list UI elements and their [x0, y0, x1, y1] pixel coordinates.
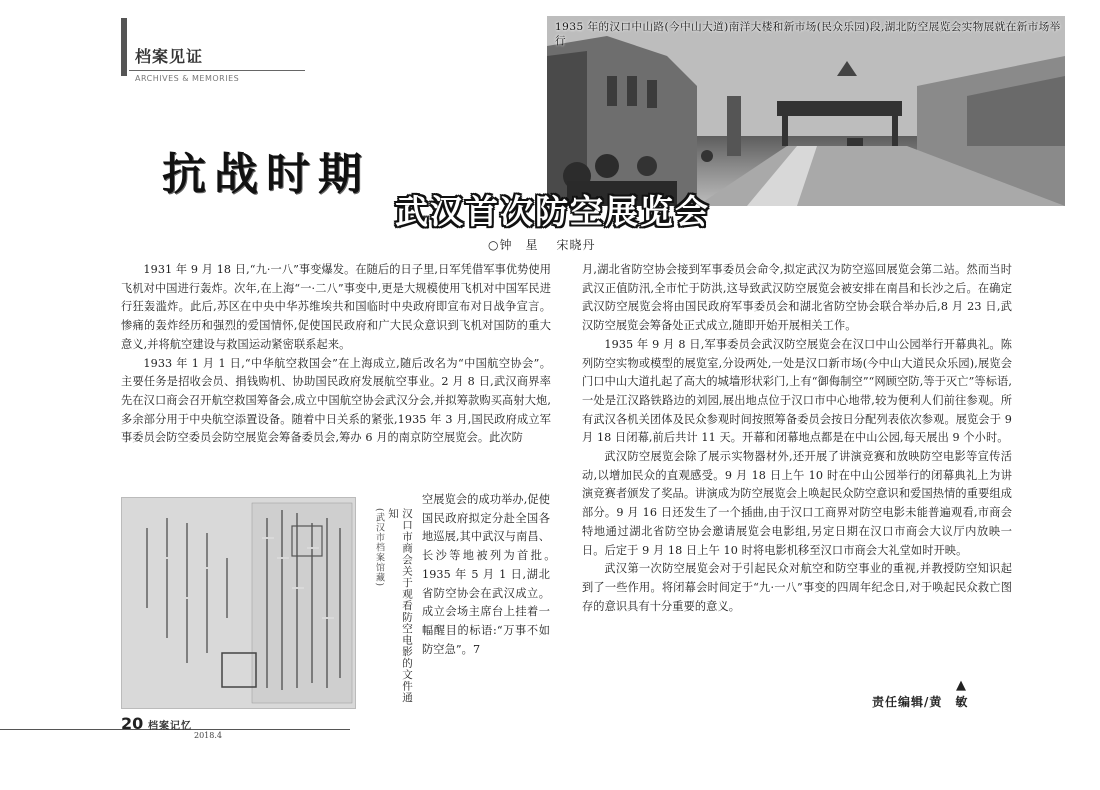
issue-number: 2018.4: [194, 731, 222, 740]
photo-caption: 1935 年的汉口中山路(今中山大道)南洋大楼和新市场(民众乐园)段,湖北防空展览会实物展就在新市场举行: [555, 21, 1061, 47]
body-column-left: [121, 261, 551, 448]
journal-name: 档案记忆: [148, 721, 192, 732]
paragraph: 武汉第一次防空展览会对于引起民众对航空和防空事业的重视,并教授防空知识起到了一些作用。将闭幕会时间定于“九·一八”事变的四周年纪念日,对于唤起民众救亡图存的意识具有十分重要的意义。: [582, 562, 1012, 613]
paragraph: 1935 年 9 月 8 日,军事委员会武汉防空展览会在汉口中山公园举行开幕典礼。陈列防空实物或模型的展览室,分设两处,一处是汉口新市场(今中山大道民众乐园),展览会门口中山大道扎起了高大的城墙形状彩门,上有“御侮制空”“网顾空防,等于灭亡”等标语,一处是江汉路铁路边的刘园,展出地点位于汉口市中心地带,较为便利人们前往参观。所有武汉各机关团体及民众参观时间按照筹备委员会按日分配列表依次参观。展览会于 9 月 18 日闭幕,前后共计 11 天。开幕和闭幕地点都是在中山公园,每天展出 9 个小时。: [582, 337, 1012, 445]
column-title: 档案见证: [135, 47, 204, 66]
paragraph: 1931 年 9 月 18 日,“九·一八”事变爆发。在随后的日子里,日军凭借军事优势使用飞机对中国进行轰炸。次年,在上海“一·二八”事变中,更是大规模使用飞机对中国军民进行狂轰滥炸。此后,苏区在中央中华苏维埃共和国临时中央政府即宣布对日战争宣言。惨痛的轰炸经历和强烈的爱国情怀,促使国民政府和广大民众意识到飞机对国防的重大意义,并将航空建设与救国运动紧密联系起来。: [121, 263, 551, 351]
body-column-left-wrap: [422, 491, 573, 659]
page-number: 20: [121, 714, 144, 733]
paragraph: 1933 年 1 月 1 日,“中华航空救国会”在上海成立,随后改名为“中国航空协会”。主要任务是招收会员、捐钱购机、协助国民政府发展航空事业。2 月 8 日,武汉商界率先在汉口商会召开航空救国筹备会,成立中国航空协会武汉分会,并拟筹款购买高射大炮,多余部分用于中央航空添置设备。随着中日关系的紧张,1935 年 3 月,国民政府成立军事委员会防空委员会防空展览会筹备委员会,筹办 6 月的南京防空展览会。此次防: [121, 356, 551, 445]
document-caption-text: 汉口市商会关于观看防空电影的文件通知: [387, 508, 413, 704]
paragraph: 空展览会的成功举办,促使国民政府拟定分赴全国各地巡展,其中武汉与南昌、长沙等地被列为首批。 1935 年 5 月 1 日,湖北省防空协会在武汉成立。成立会场主席台上挂着一幅醒目的标语:“万事不如防空急”。7: [422, 493, 573, 656]
column-rule: [129, 70, 305, 71]
paragraph: 月,湖北省防空协会接到军事委员会命令,拟定武汉为防空巡回展览会第二站。然而当时武汉正值防汛,全市忙于防洪,这导致武汉防空展览会被安排在南昌和长沙之后。在确定武汉防空展览会将由国民政府军事委员会和湖北省防空协会联合举办后,8 月 23 日,武汉防空展览会筹备处正式成立,随即开始开展相关工作。: [582, 263, 1012, 333]
article-title: 抗战时期: [162, 149, 370, 200]
archive-document-image: [121, 497, 356, 709]
byline: [488, 236, 596, 253]
body-column-right: [582, 261, 1012, 616]
document-caption: [372, 508, 414, 708]
author-1: 钟 星: [499, 238, 539, 252]
document-source: (武汉市档案馆藏): [374, 508, 384, 588]
responsible-editor: 责任编辑/黄 敏: [872, 695, 969, 709]
column-subtitle: ARCHIVES & MEMORIES: [135, 74, 240, 83]
handwritten-document-illustration: [122, 498, 355, 708]
article-subtitle: 武汉首次防空展览会: [395, 192, 710, 231]
historical-street-photo: [547, 16, 1065, 206]
author-2: 宋晓丹: [556, 238, 596, 252]
end-mark: ▲: [956, 678, 966, 693]
paragraph: 武汉防空展览会除了展示实物器材外,还开展了讲演竞赛和放映防空电影等宣传活动,以增加民众的直观感受。9 月 18 日上午 10 时在中山公园举行的闭幕典礼上为讲演竞赛者颁发了奖品。讲演成为防空展览会上唤起民众防空意识和爱国热情的重要组成部分。9 月 16 日还发生了一个插曲,由于汉口工商界对防空电影未能普遍观看,市商会特地通过湖北省防空协会邀请展览会电影组,另定日期在汉口市商会大议厅内放映一日。后定于 9 月 18 日上午 10 时将电影机移至汉口市商会大礼堂如时开映。: [582, 450, 1012, 557]
column-header: [121, 18, 311, 83]
byline-mark: ○: [488, 238, 500, 252]
column-bar: [121, 18, 127, 76]
